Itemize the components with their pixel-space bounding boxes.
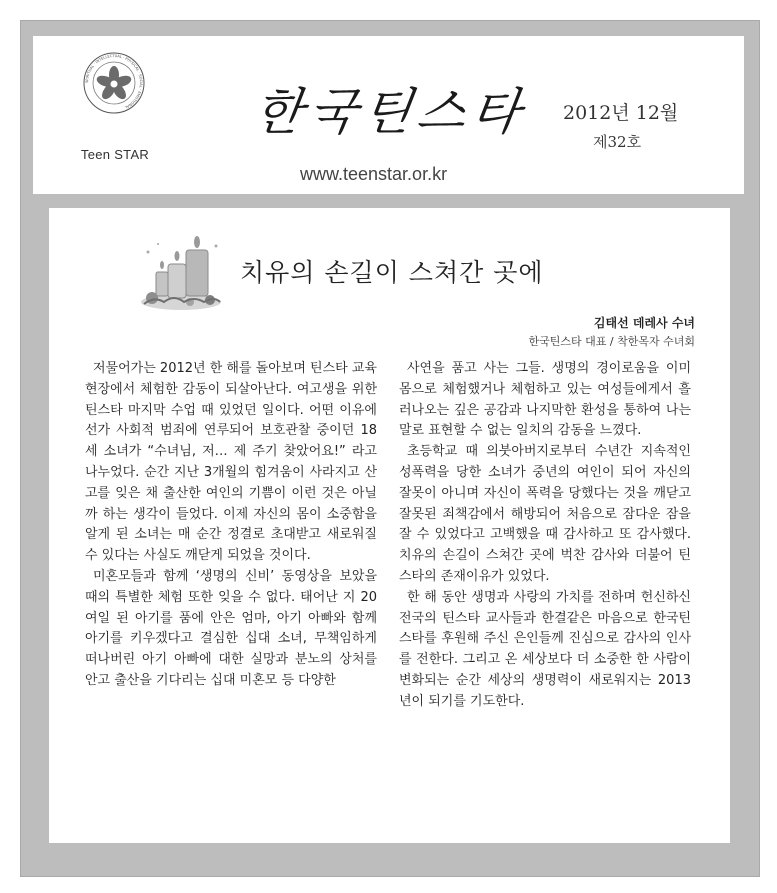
logo-name: Teen STAR [80, 147, 150, 162]
issue-number: 제32호 [593, 133, 642, 151]
paragraph: 미혼모들과 함께 ‘생명의 신비’ 동영상을 보았을 때의 특별한 체험 또한 잊을 수 없다. 태어난 지 20여일 된 아기를 품에 안은 엄마, 아기 아빠와 함께 아기를 키우겠다고 결심한 십대 소녀, 무책임하게 떠나버린 아기 아빠에 대한 실망과 분노의 상처를 안고 출산을 기다리는 십대 미혼모 등 다양한 [85, 568, 377, 688]
issue-date: 2012년 12월 [563, 102, 679, 124]
article-title: 치유의 손길이 스쳐간 곳에 [240, 258, 544, 287]
logo-ring-text: SPIRITUAL · INTELLECTUAL · PHYSICAL · SOCIAL · EMOTIONAL [84, 53, 144, 110]
paragraph: 사연을 품고 사는 그들. 생명의 경이로움을 이미 몸으로 체험했거나 체험하고 있는 여성들에게서 흘러나오는 깊은 공감과 나지막한 환성을 통하여 나는 말로 표현할 수 없는 일치의 감동을 느꼈다. [399, 361, 691, 439]
teen-star-logo [72, 51, 158, 163]
paragraph: 초등학교 때 의붓아버지로부터 수년간 지속적인 성폭력을 당한 소녀가 중년의 여인이 되어 자신의 잘못이 아니며 자신이 폭력을 당했다는 것을 깨닫고 잘못된 죄책감에서 해방되어 처음으로 잠다운 잠을 잘 수 있었다고 고백했을 때 감사하고 또 감사했다. 치유의 손길이 스쳐간 곳에 벅찬 감사와 더불어 틴스타의 존재이유가 있었다. [399, 444, 691, 584]
article-column-right [399, 359, 691, 713]
christmas-candles-icon [138, 232, 224, 312]
paragraph: 저물어가는 2012년 한 해를 돌아보며 틴스타 교육 현장에서 체험한 감동이 되살아난다. 여고생을 위한 틴스타 마지막 수업 때 있었던 일이다. 어떤 이유에선가 사회적 범죄에 연루되어 보호관찰 중이던 18세 소녀가 “수녀님, 저… 제 주기 찾았어요!” 라고 나누었다. 순간 지난 3개월의 힘겨움이 사라지고 산고를 잊은 채 출산한 여인의 기쁨이 이런 것은 아닐까 하는 생각이 들었다. 이제 자신의 몸이 소중함을 알게 된 소녀는 매 순간 정결로 초대받고 새로워질 수 있다는 사실도 깨닫게 되었을 것이다. [85, 361, 377, 564]
teen-star-flower-icon [82, 51, 146, 115]
website-link[interactable]: www.teenstar.or.kr [300, 164, 448, 184]
paragraph: 한 해 동안 생명과 사랑의 가치를 전하며 헌신하신 전국의 틴스타 교사들과 한결같은 마음으로 한국틴스타를 후원해 주신 은인들께 진심으로 감사의 인사를 전한다. 그리고 온 세상보다 더 소중한 한 사람이 변화되는 순간 세상의 생명력이 새로워지는 2013년이 되기를 기도한다. [399, 589, 691, 709]
author-role: 한국틴스타 대표 / 착한목자 수녀회 [528, 335, 695, 348]
article-author: 김태선 데레사 수녀 [593, 316, 695, 330]
brand-title: 한국틴스타 [250, 83, 531, 141]
article-column-left [85, 359, 377, 692]
